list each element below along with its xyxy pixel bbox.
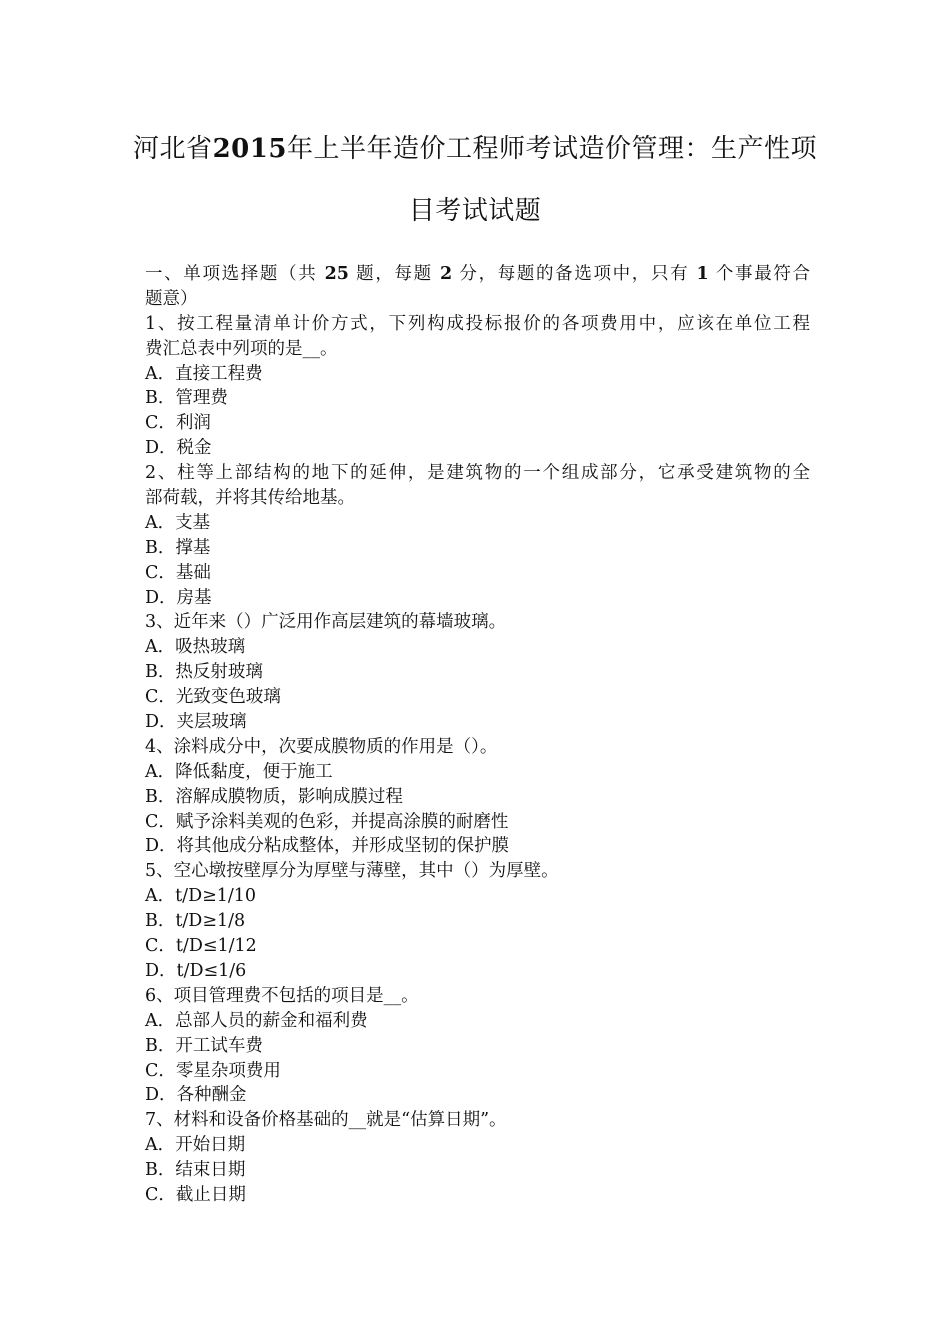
question-stem-cont: 部荷载，并将其传给地基。 <box>145 488 355 509</box>
option-b: B．撑基 <box>145 537 211 558</box>
option-b: B．管理费 <box>145 388 228 409</box>
question-stem: 3、近年来（）广泛用作高层建筑的幕墙玻璃。 <box>145 612 507 633</box>
question-2 <box>145 461 810 610</box>
option-a: A．开始日期 <box>145 1135 246 1156</box>
option-a: A．降低黏度，便于施工 <box>145 761 333 782</box>
option-d: D．各种酬金 <box>145 1085 247 1106</box>
option-b: B．溶解成膜物质，影响成膜过程 <box>145 786 403 807</box>
question-stem: 5、空心墩按壁厚分为厚壁与薄壁，其中（）为厚壁。 <box>145 861 559 882</box>
option-c: C．利润 <box>145 413 211 434</box>
question-stem: 2、柱等上部结构的地下的延伸，是建筑物的一个组成部分，它承受建筑物的全 <box>145 463 810 484</box>
option-a: A．直接工程费 <box>145 363 263 384</box>
option-a: A．支基 <box>145 512 211 533</box>
option-d: D．房基 <box>145 587 212 608</box>
option-b: B．结束日期 <box>145 1160 246 1181</box>
title-line-2: 目考试试题 <box>408 196 542 226</box>
question-stem-cont: 费汇总表中列项的是__。 <box>145 338 338 359</box>
question-4 <box>145 735 810 859</box>
document-body <box>145 262 810 1208</box>
option-c: C．截止日期 <box>145 1184 246 1205</box>
option-b: B．开工试车费 <box>145 1035 263 1056</box>
option-c: C．t/D≤1/12 <box>145 936 257 957</box>
question-6 <box>145 984 810 1108</box>
option-b: B．热反射玻璃 <box>145 662 263 683</box>
question-stem: 4、涂料成分中，次要成膜物质的作用是（）。 <box>145 736 498 757</box>
section-heading-line-2: 题意） <box>145 288 198 309</box>
question-7 <box>145 1108 810 1208</box>
option-d: D．t/D≤1/6 <box>145 960 247 981</box>
question-3 <box>145 610 810 734</box>
question-1 <box>145 312 810 461</box>
option-c: C．光致变色玻璃 <box>145 687 281 708</box>
option-b: B．t/D≥1/8 <box>145 911 246 932</box>
section-heading-line-1: 一、单项选择题（共 25 题，每题 2 分，每题的备选项中，只有 1 个事最符合 <box>145 264 811 284</box>
option-a: A．t/D≥1/10 <box>145 886 257 907</box>
option-a: A．总部人员的薪金和福利费 <box>145 1010 368 1031</box>
title-line-1: 河北省2015年上半年造价工程师考试造价管理：生产性项 <box>133 134 817 164</box>
document-title <box>120 118 830 242</box>
question-stem: 6、项目管理费不包括的项目是__。 <box>145 985 419 1006</box>
option-a: A．吸热玻璃 <box>145 637 246 658</box>
option-c: C．赋予涂料美观的色彩，并提高涂膜的耐磨性 <box>145 811 509 832</box>
option-d: D．将其他成分粘成整体，并形成坚韧的保护膜 <box>145 836 510 857</box>
option-d: D．税金 <box>145 438 212 459</box>
option-d: D．夹层玻璃 <box>145 712 247 733</box>
option-c: C．零星杂项费用 <box>145 1060 281 1081</box>
question-5 <box>145 859 810 983</box>
option-c: C．基础 <box>145 562 211 583</box>
question-stem: 1、按工程量清单计价方式，下列构成投标报价的各项费用中，应该在单位工程 <box>145 313 810 334</box>
question-stem: 7、材料和设备价格基础的__就是“估算日期”。 <box>145 1110 507 1131</box>
